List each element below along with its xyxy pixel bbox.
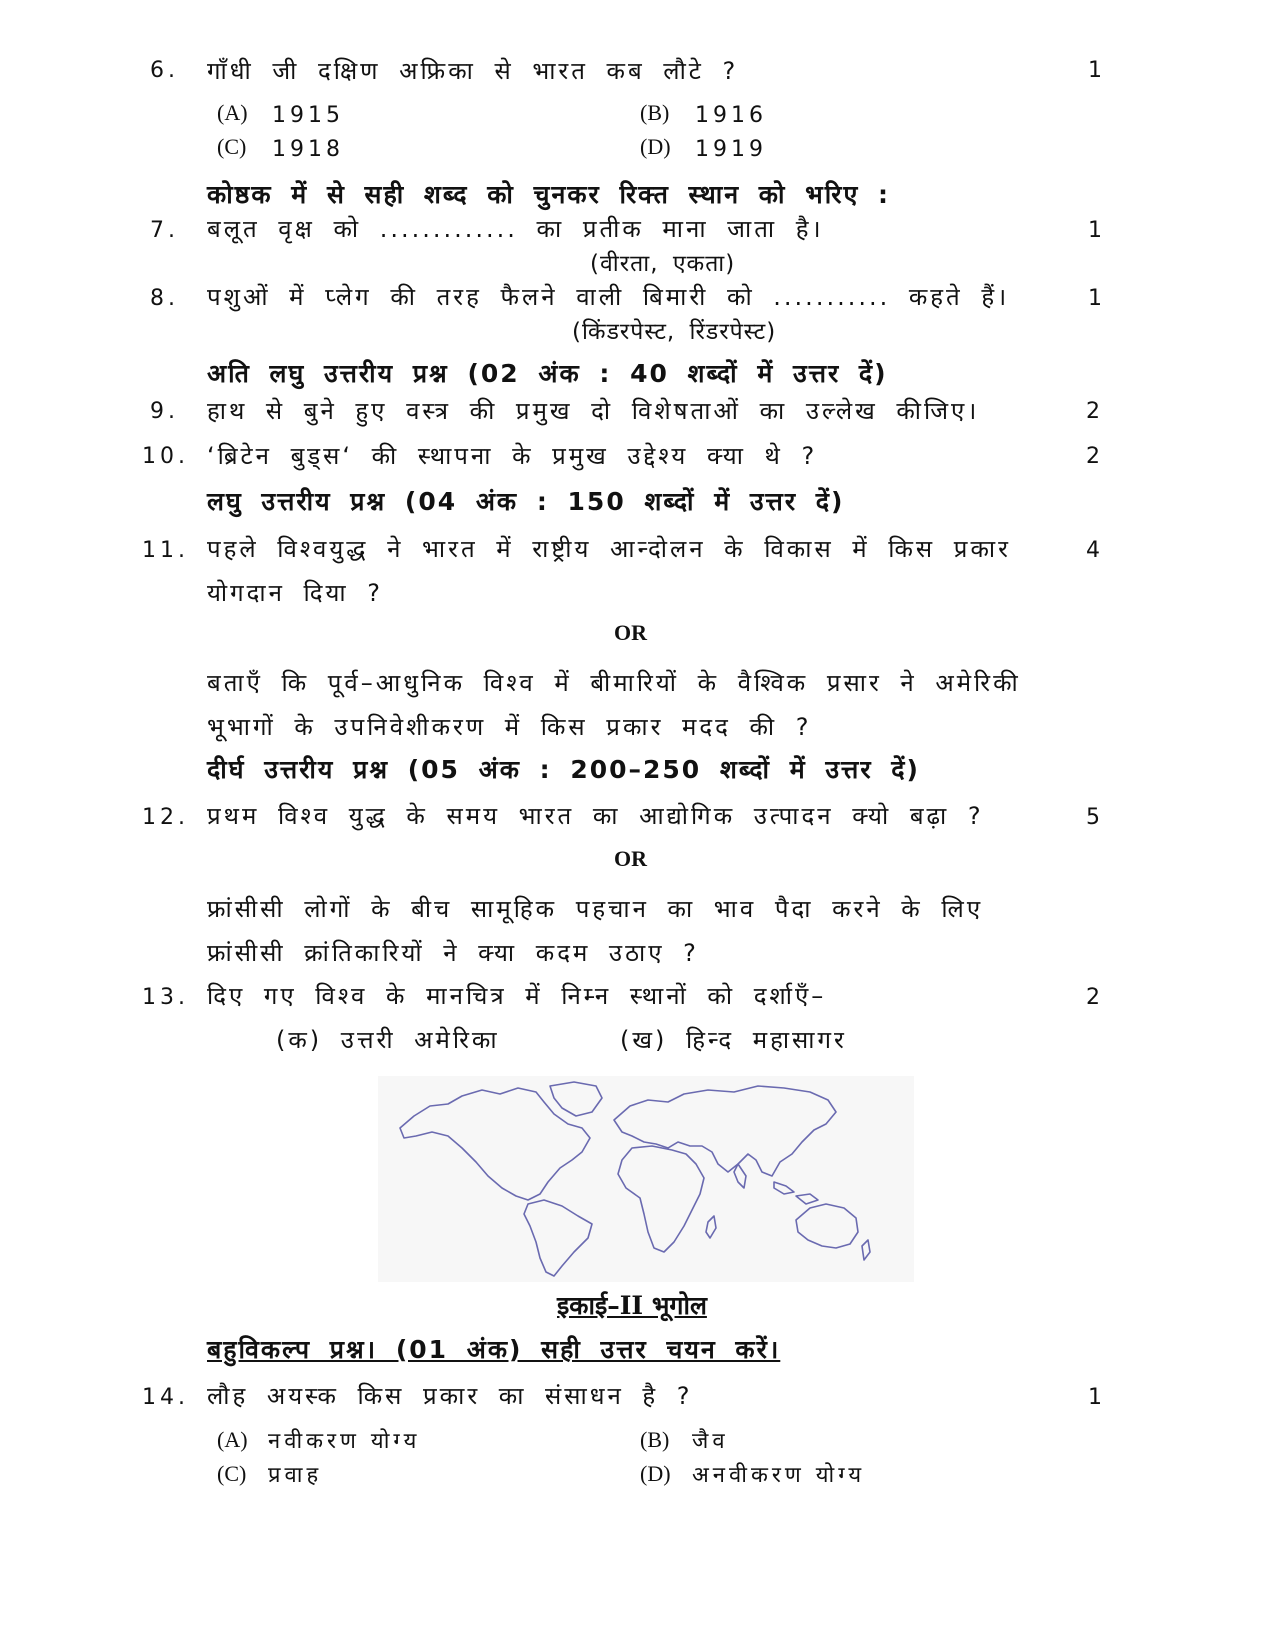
- question-marks: 2: [1086, 444, 1100, 469]
- alternate-question-line2: फ्रांसीसी क्रांतिकारियों ने क्या कदम उठाए ?: [207, 939, 699, 967]
- question-text: दिए गए विश्व के मानचित्र में निम्न स्थानों को दर्शाएँ–: [207, 982, 827, 1010]
- option-value: 1915: [272, 103, 344, 128]
- question-number: 9.: [150, 399, 179, 424]
- section-heading-very-short: अति लघु उत्तरीय प्रश्न (02 अंक : 40 शब्दों में उत्तर दें): [207, 359, 888, 388]
- section-heading-mcq: बहुविकल्प प्रश्न। (01 अंक) सही उत्तर चयन करें।: [207, 1335, 781, 1364]
- option-label: (D): [640, 134, 671, 159]
- option-label: (D): [640, 1461, 671, 1486]
- question-number: 11.: [142, 538, 189, 563]
- question-marks: 1: [1088, 1385, 1102, 1410]
- option-value: 1919: [695, 137, 767, 162]
- section-heading-long: दीर्घ उत्तरीय प्रश्न (05 अंक : 200–250 शब्दों में उत्तर दें): [207, 755, 920, 784]
- question-marks: 1: [1088, 286, 1102, 311]
- option-label: (B): [640, 1427, 670, 1452]
- question-marks: 1: [1088, 218, 1102, 243]
- option-value: नवीकरण योग्य: [268, 1429, 421, 1454]
- question-text: बलूत वृक्ष को ............. का प्रतीक माना जाता है।: [207, 215, 824, 243]
- question-number: 13.: [142, 985, 189, 1010]
- question-marks: 2: [1086, 985, 1100, 1010]
- question-text: ‘ब्रिटेन बुड्स‘ की स्थापना के प्रमुख उद्देश्य क्या थे ?: [207, 442, 818, 470]
- or-separator: OR: [614, 846, 647, 871]
- map-place-a: (क) उत्तरी अमेरिका: [276, 1026, 500, 1054]
- question-number: 12.: [142, 805, 189, 830]
- question-text-line1: पहले विश्वयुद्ध ने भारत में राष्ट्रीय आन्दोलन के विकास में किस प्रकार: [207, 535, 1011, 563]
- question-number: 7.: [150, 218, 179, 243]
- question-text-line2: योगदान दिया ?: [207, 579, 384, 607]
- question-marks: 2: [1086, 399, 1100, 424]
- option-value: अनवीकरण योग्य: [692, 1463, 866, 1488]
- question-marks: 4: [1086, 538, 1100, 563]
- option-label: (A): [217, 100, 248, 125]
- alternate-question-line2: भूभागों के उपनिवेशीकरण में किस प्रकार मदद की ?: [207, 713, 812, 741]
- question-text: हाथ से बुने हुए वस्त्र की प्रमुख दो विशेषताओं का उल्लेख कीजिए।: [207, 397, 980, 425]
- option-value: 1918: [272, 137, 344, 162]
- unit-heading: इकाई–II भूगोल: [557, 1291, 707, 1320]
- option-value: प्रवाह: [268, 1463, 323, 1488]
- question-text: पशुओं में प्लेग की तरह फैलने वाली बिमारी को ........... कहते हैं।: [207, 283, 1010, 311]
- map-place-b: (ख) हिन्द महासागर: [620, 1026, 847, 1054]
- option-label: (A): [217, 1427, 248, 1452]
- question-text: लौह अयस्क किस प्रकार का संसाधन है ?: [207, 1382, 693, 1410]
- alternate-question-line1: फ्रांसीसी लोगों के बीच सामूहिक पहचान का भाव पैदा करने के लिए: [207, 895, 984, 923]
- option-value: जैव: [692, 1429, 729, 1454]
- option-label: (C): [217, 1461, 247, 1486]
- question-text: गाँधी जी दक्षिण अफ्रिका से भारत कब लौटे ?: [207, 57, 739, 85]
- question-marks: 1: [1088, 58, 1102, 83]
- question-text: प्रथम विश्व युद्ध के समय भारत का आद्योगिक उत्पादन क्यो बढ़ा ?: [207, 802, 984, 830]
- answer-choices-hint: (वीरता, एकता): [590, 251, 736, 277]
- question-number: 14.: [142, 1385, 189, 1410]
- question-number: 8.: [150, 286, 179, 311]
- option-label: (B): [640, 100, 670, 125]
- question-number: 6.: [150, 58, 179, 83]
- world-map-outline: [378, 1076, 914, 1282]
- section-heading-fill-blanks: कोष्ठक में से सही शब्द को चुनकर रिक्त स्थान को भरिए :: [207, 180, 890, 209]
- section-heading-short: लघु उत्तरीय प्रश्न (04 अंक : 150 शब्दों में उत्तर दें): [207, 487, 845, 516]
- option-value: 1916: [695, 103, 767, 128]
- alternate-question-line1: बताएँ कि पूर्व–आधुनिक विश्व में बीमारियों के वैश्विक प्रसार ने अमेरिकी: [207, 669, 1021, 697]
- question-marks: 5: [1086, 805, 1100, 830]
- or-separator: OR: [614, 620, 647, 645]
- answer-choices-hint: (किंडरपेस्ट, रिंडरपेस्ट): [572, 319, 777, 345]
- option-label: (C): [217, 134, 247, 159]
- question-number: 10.: [142, 444, 189, 469]
